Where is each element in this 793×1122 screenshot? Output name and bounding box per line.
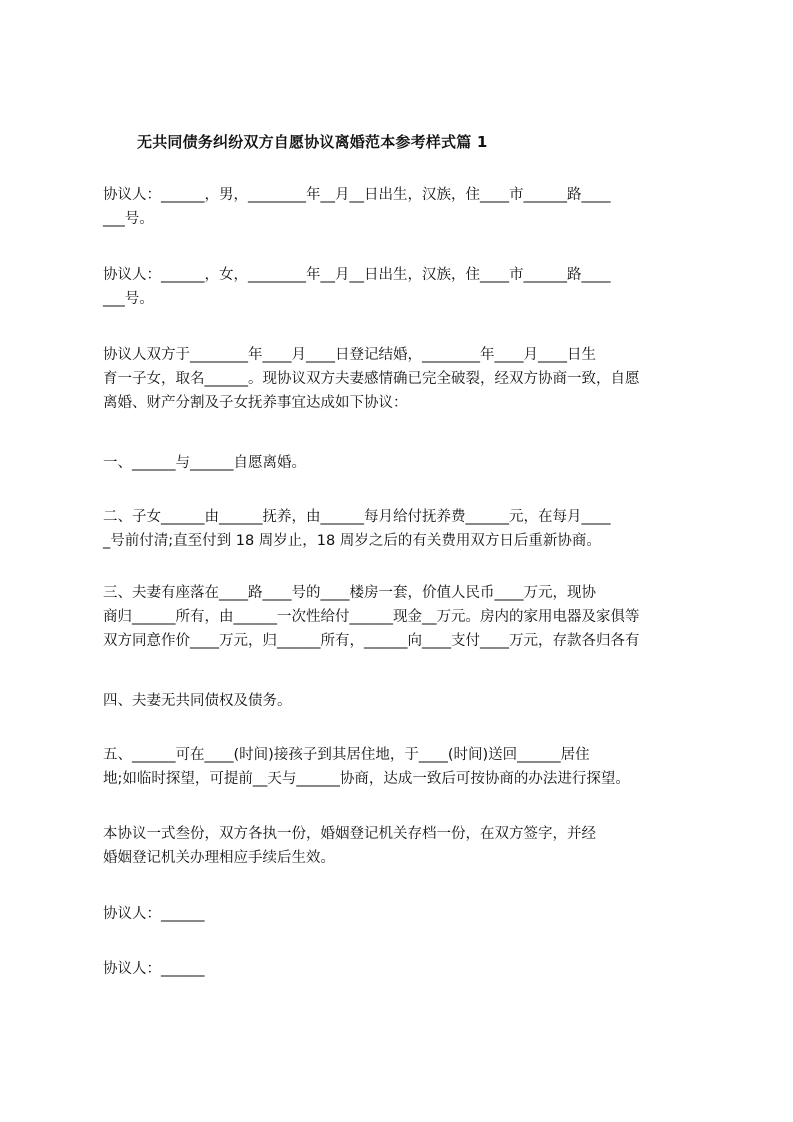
text-line: 三、夫妻有座落在____路____号的____楼房一套，价值人民币____万元，现协	[103, 585, 596, 601]
clause-four	[103, 689, 703, 713]
paragraph-party-male	[103, 183, 703, 231]
text-line: 协议人：______	[103, 961, 205, 977]
text-line: ___号。	[103, 211, 154, 227]
text-line: _号前付清;直至付到 18 周岁止，18 周岁之后的有关费用双方日后重新协商。	[103, 533, 601, 549]
text-line: 五、______可在____(时间)接孩子到其居住地，于____(时间)送回______居住	[103, 747, 590, 763]
paragraph-marriage-info	[103, 343, 703, 415]
text-line: 协议人：______	[103, 906, 205, 922]
signature-line-1	[103, 902, 703, 926]
signature-line-2	[103, 957, 703, 981]
clause-five	[103, 743, 703, 791]
clause-three	[103, 581, 703, 653]
text-line: 离婚、财产分割及子女抚养事宜达成如下协议：	[103, 395, 408, 411]
text-line: 一、______与______自愿离婚。	[103, 455, 306, 471]
text-line: ___号。	[103, 291, 154, 307]
text-line: 协议人：______，女，________年__月__日出生，汉族，住____市______路____	[103, 267, 611, 283]
text-line: 地;如临时探望，可提前__天与______协商，达成一致后可按协商的办法进行探望。	[103, 771, 630, 787]
text-line: 双方同意作价____万元，归______所有，______向____支付____万元，存款各归各有	[103, 633, 640, 649]
text-line: 商归______所有，由______一次性给付______现金__万元。房内的家用电器及家俱等	[103, 609, 640, 625]
text-line: 协议人双方于________年____月____日登记结婚，________年____月____日生	[103, 347, 596, 363]
paragraph-party-female	[103, 263, 703, 311]
text-line: 本协议一式叁份，双方各执一份，婚姻登记机关存档一份，在双方签字，并经	[103, 826, 596, 842]
text-line: 育一子女，取名______。现协议双方夫妻感情确已完全破裂，经双方协商一致，自愿	[103, 371, 640, 387]
clause-two	[103, 505, 703, 553]
closing-statement	[103, 822, 703, 870]
text-line: 四、夫妻无共同债权及债务。	[103, 693, 292, 709]
clause-one	[103, 451, 703, 475]
document-title: 无共同债务纠纷双方自愿协议离婚范本参考样式篇 1	[137, 133, 488, 151]
text-line: 协议人：______，男，________年__月__日出生，汉族，住____市______路____	[103, 187, 611, 203]
text-line: 二、子女______由______抚养，由______每月给付抚养费______元，在每月____	[103, 509, 611, 525]
text-line: 婚姻登记机关办理相应手续后生效。	[103, 850, 335, 866]
